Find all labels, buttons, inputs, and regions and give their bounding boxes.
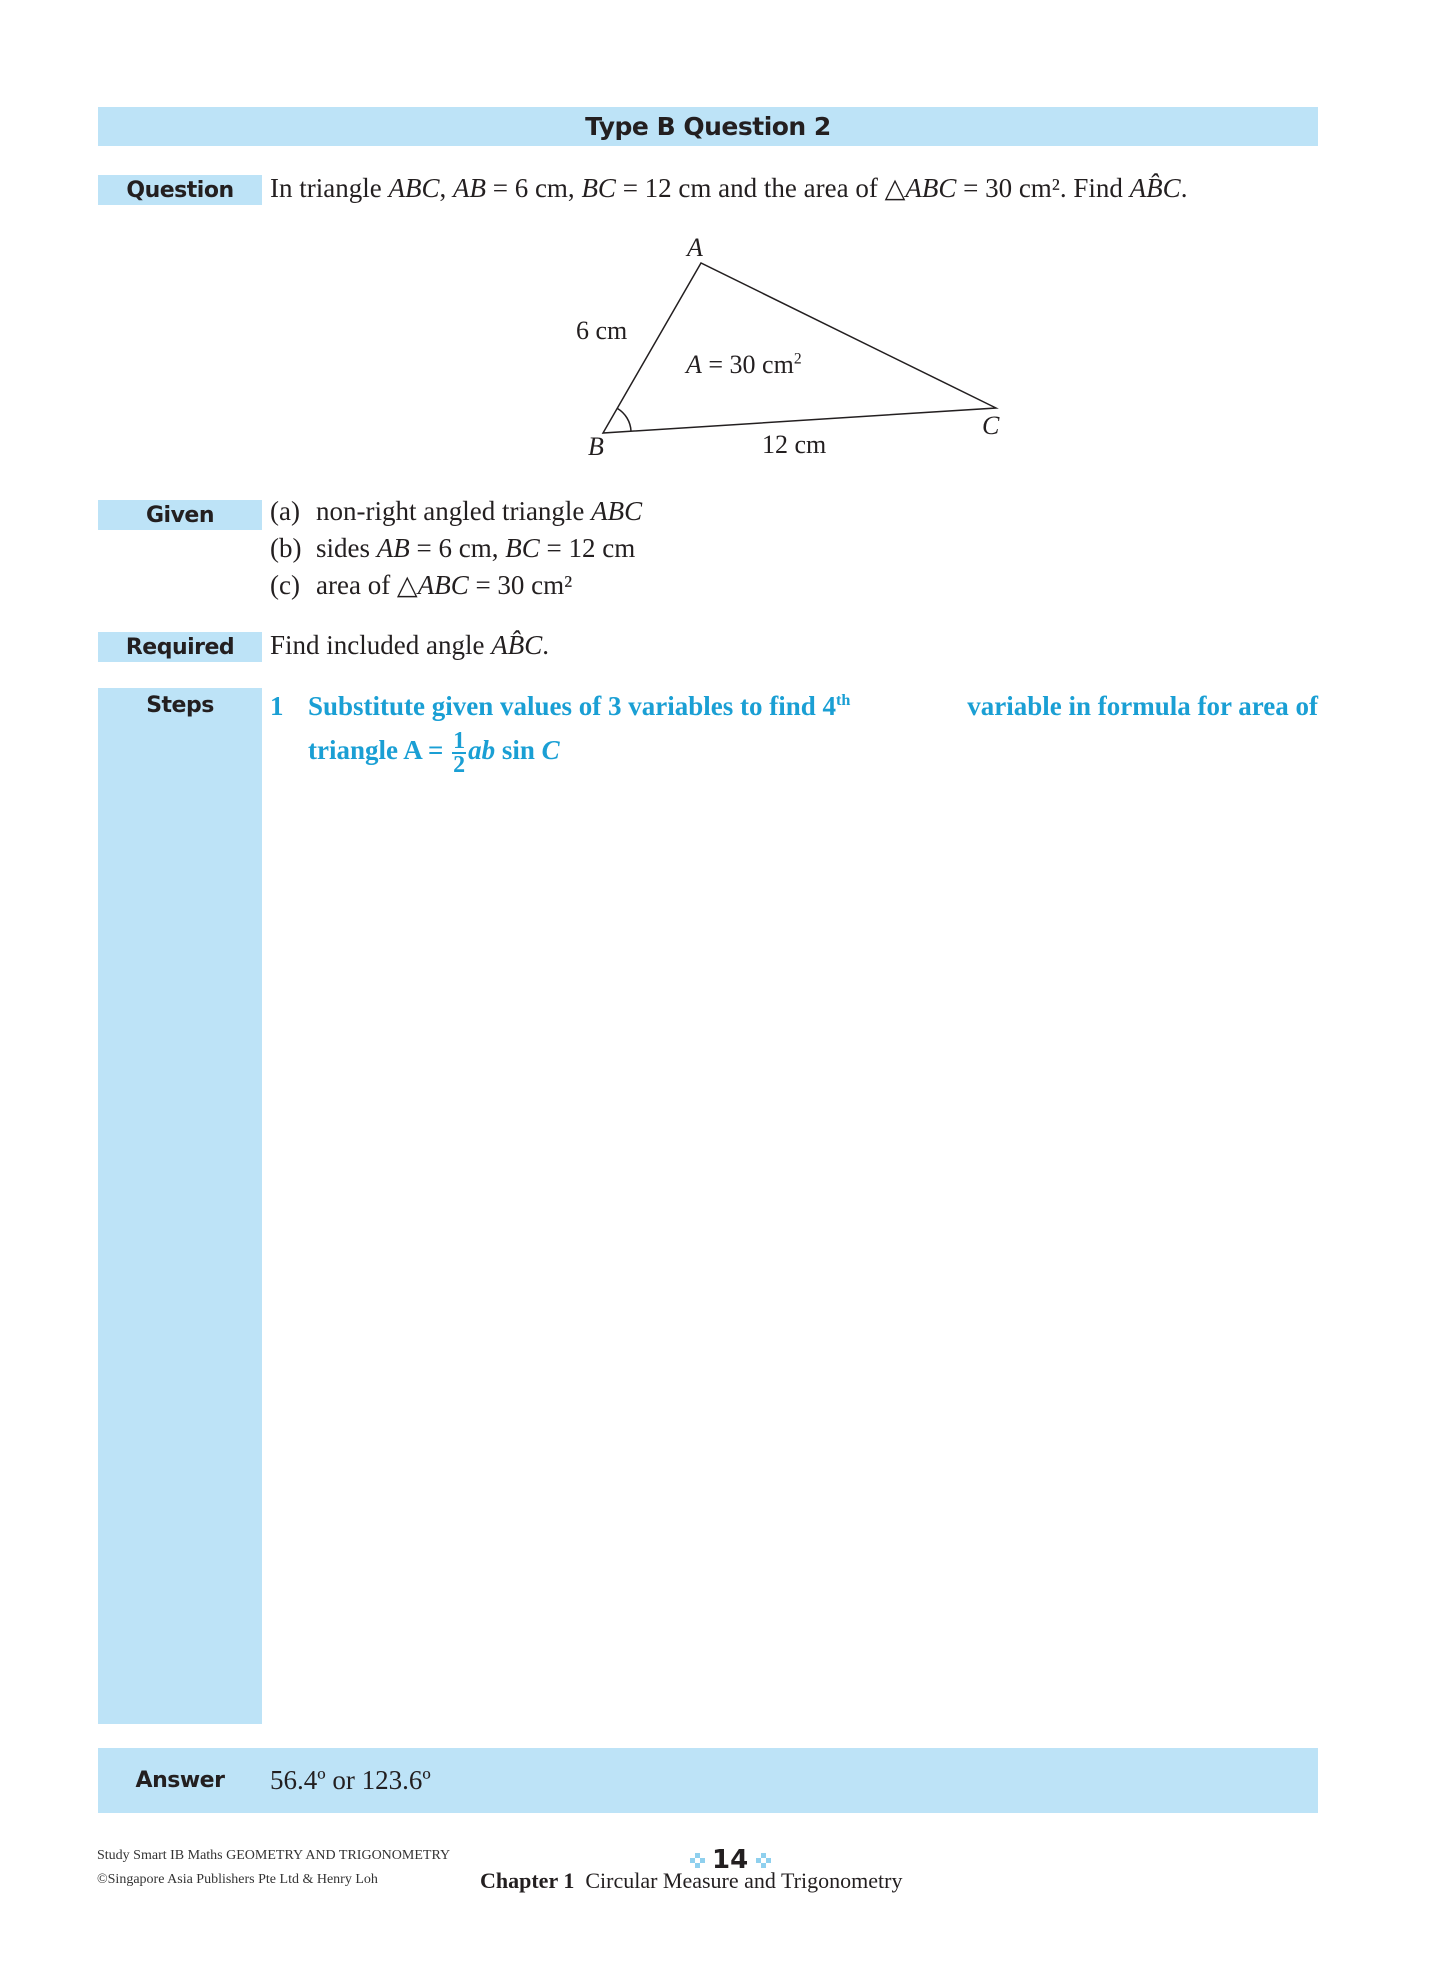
triangle-diagram xyxy=(0,0,1445,480)
diamond-ornament-icon xyxy=(690,1853,704,1867)
triangle-abc xyxy=(603,263,996,433)
chapter-label: Chapter 1 xyxy=(480,1868,575,1893)
required-text: Find included angle AB̂C. xyxy=(270,630,549,660)
required-label: Required xyxy=(125,634,235,660)
fraction-half: $\frac{1}{2}$ xyxy=(453,727,466,778)
page-number: 14 xyxy=(712,1845,749,1875)
footer-copyright: ©Singapore Asia Publishers Pte Ltd & Henry Loh xyxy=(97,1872,378,1887)
side-ab-label: 6 cm xyxy=(576,316,628,345)
given-list xyxy=(270,493,642,604)
page-title: Type B Question 2 xyxy=(585,112,831,141)
given-label: Given xyxy=(145,502,215,528)
question-text: In triangle ABC, AB = 6 cm, BC = 12 cm and the area of △ABC = 30 cm². Find AB̂C. xyxy=(270,173,1188,203)
steps-label-wrap xyxy=(98,688,262,722)
steps-label: Steps xyxy=(146,692,214,718)
vertex-a-label: A xyxy=(687,233,703,262)
given-item-b: (b) sides AB = 6 cm, BC = 12 cm xyxy=(270,533,636,563)
vertex-c-label: C xyxy=(982,411,1000,440)
side-bc-label: 12 cm xyxy=(762,430,827,459)
step-1-line-2: triangle A = $\frac{1}{2}$ ab sin C xyxy=(308,727,560,778)
footer-book-title: Study Smart IB Maths GEOMETRY AND TRIGONOMETRY xyxy=(97,1848,451,1863)
given-label-band xyxy=(98,500,262,530)
step-1-line-1: 1 Substitute given values of 3 variables to find 4th variable in formula for area of xyxy=(270,691,1318,721)
vertex-b-label: B xyxy=(588,432,604,461)
required-label-band xyxy=(98,632,262,662)
angle-b-arc-icon xyxy=(618,409,632,432)
step-1 xyxy=(270,684,1318,776)
steps-sidebar xyxy=(98,688,262,1724)
diamond-ornament-icon xyxy=(756,1853,770,1867)
given-item-a: (a) non-right angled triangle ABC xyxy=(270,496,643,526)
answer-value: 56.4º or 123.6º xyxy=(270,1765,431,1795)
chapter-title: Circular Measure and Trigonometry xyxy=(585,1868,903,1893)
question-label: Question xyxy=(126,177,234,203)
footer-chapter xyxy=(480,1868,902,1894)
answer-label-wrap xyxy=(98,1748,262,1813)
answer-label: Answer xyxy=(135,1768,225,1793)
area-label: A = 30 $cm^2$ xyxy=(686,350,802,379)
given-item-c: (c) area of △ABC = 30 cm² xyxy=(270,570,573,600)
